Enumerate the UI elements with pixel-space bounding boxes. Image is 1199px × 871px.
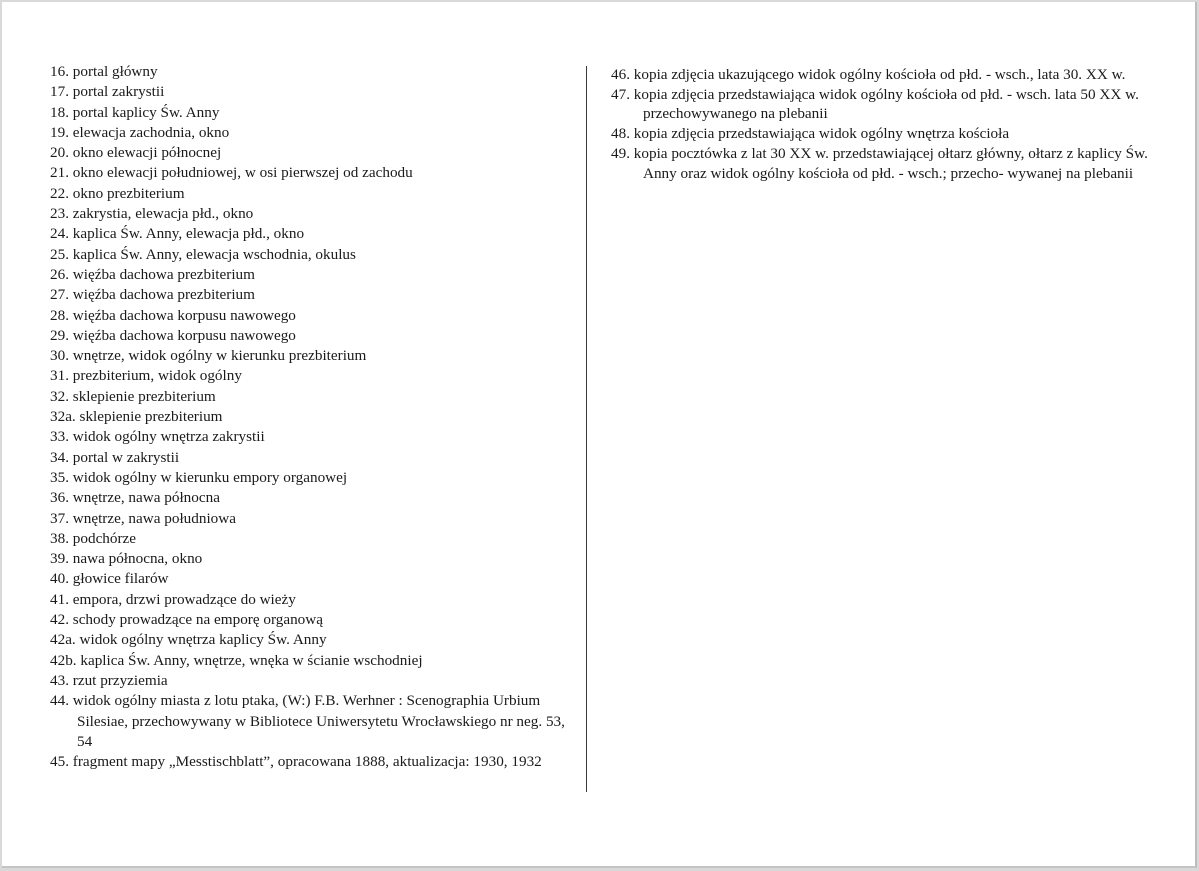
list-item-text: okno elewacji północnej — [72, 144, 222, 162]
list-item-number: 39. — [50, 550, 69, 568]
list-item-number: 28. — [50, 306, 69, 324]
list-item — [50, 488, 580, 508]
list-item-text: wnętrze, nawa północna — [72, 489, 220, 507]
list-item-text: sklepienie prezbiterium — [72, 387, 216, 405]
list-item — [50, 691, 580, 752]
list-item — [50, 387, 580, 407]
list-item-text: prezbiterium, widok ogólny — [72, 367, 242, 385]
list-item — [50, 651, 580, 671]
list-item-number: 33. — [50, 428, 69, 446]
list-item — [50, 468, 580, 488]
list-item-number: 25. — [50, 245, 69, 263]
list-item — [50, 366, 580, 386]
column-divider — [586, 66, 587, 792]
list-item — [50, 62, 580, 82]
list-item-number: 24. — [50, 225, 69, 243]
list-item-number: 42a. — [50, 631, 76, 649]
list-item-number: 46. — [611, 66, 630, 83]
list-item-text: widok ogólny wnętrza kaplicy Św. Anny — [79, 631, 327, 649]
list-item-text: schody prowadzące na emporę organową — [72, 611, 323, 629]
list-item — [50, 509, 580, 529]
list-item — [50, 407, 580, 427]
list-item-text: widok ogólny w kierunku empory organowej — [72, 468, 348, 486]
list-item — [611, 124, 1151, 144]
list-item — [50, 123, 580, 143]
list-item-text: okno prezbiterium — [72, 184, 185, 202]
list-item-text: więźba dachowa korpusu nawowego — [72, 306, 296, 324]
list-item — [50, 163, 580, 183]
list-item-text: elewacja zachodnia, okno — [72, 123, 230, 141]
list-item-number: 16. — [50, 63, 69, 80]
list-item-number: 43. — [50, 671, 69, 689]
list-item-number: 29. — [50, 326, 69, 344]
list-item-number: 45. — [50, 753, 69, 771]
list-item-text: kopia zdjęcia przedstawiająca widok ogólny kościoła od płd. - wsch. lata 50 XX w. przechowywanego na plebanii — [633, 85, 1139, 123]
list-item — [50, 204, 580, 224]
list-item-number: 40. — [50, 570, 69, 588]
list-item-text: widok ogólny wnętrza zakrystii — [72, 428, 265, 446]
list-item-text: portal zakrystii — [72, 83, 165, 101]
list-item-text: kopia pocztówka z lat 30 XX w. przedstawiającej ołtarz główny, ołtarz z kaplicy Św. Anny oraz widok ogólny kościoła od płd. - wsch.; przecho- wywanej na plebanii — [633, 144, 1148, 182]
list-item — [50, 752, 580, 772]
list-item — [50, 590, 580, 610]
list-item-text: głowice filarów — [72, 570, 169, 588]
list-item — [50, 529, 580, 549]
list-item — [50, 610, 580, 630]
list-item-number: 22. — [50, 184, 69, 202]
list-item — [50, 82, 580, 102]
list-item-number: 49. — [611, 144, 630, 162]
list-item-number: 42b. — [50, 651, 77, 669]
list-item-number: 31. — [50, 367, 69, 385]
list-item — [50, 326, 580, 346]
list-item-text: kaplica Św. Anny, elewacja wschodnia, okulus — [72, 245, 356, 263]
list-item-text: fragment mapy „Messtischblatt”, opracowana 1888, aktualizacja: 1930, 1932 — [72, 753, 542, 771]
left-column-list — [50, 62, 580, 772]
list-item — [50, 245, 580, 265]
list-item — [50, 549, 580, 569]
list-item-number: 17. — [50, 83, 69, 101]
list-item-number: 37. — [50, 509, 69, 527]
list-item — [50, 143, 580, 163]
list-item-text: zakrystia, elewacja płd., okno — [72, 205, 254, 223]
list-item-number: 38. — [50, 529, 69, 547]
document-page — [2, 2, 1197, 868]
list-item-text: widok ogólny miasta z lotu ptaka, (W:) F.B. Werhner : Scenographia Urbium Silesiae, przechowywany w Bibliotece Uniwersytetu Wrocławskiego nr neg. 53, 54 — [72, 692, 565, 750]
list-item — [50, 184, 580, 204]
list-item — [50, 265, 580, 285]
list-item-number: 41. — [50, 590, 69, 608]
list-item — [50, 448, 580, 468]
list-item-text: kaplica Św. Anny, elewacja płd., okno — [72, 225, 305, 243]
list-item — [611, 65, 1151, 85]
list-item-text: empora, drzwi prowadzące do wieży — [72, 590, 296, 608]
list-item-number: 44. — [50, 692, 69, 710]
list-item — [50, 671, 580, 691]
list-item-number: 32. — [50, 387, 69, 405]
list-item-number: 27. — [50, 286, 69, 304]
list-item-number: 21. — [50, 164, 69, 182]
list-item-text: kaplica Św. Anny, wnętrze, wnęka w ścianie wschodniej — [80, 651, 423, 669]
list-item-text: więźba dachowa korpusu nawowego — [72, 326, 296, 344]
list-item-text: portal główny — [72, 63, 158, 80]
list-item-number: 32a. — [50, 408, 76, 426]
list-item — [50, 630, 580, 650]
list-item-number: 34. — [50, 448, 69, 466]
list-item-number: 26. — [50, 265, 69, 283]
list-item-text: portal w zakrystii — [72, 448, 180, 466]
list-item — [50, 427, 580, 447]
list-item-text: wnętrze, widok ogólny w kierunku prezbiterium — [72, 347, 367, 365]
list-item-text: nawa północna, okno — [72, 550, 203, 568]
list-item-number: 48. — [611, 125, 630, 143]
list-item-number: 47. — [611, 85, 630, 103]
list-item-number: 18. — [50, 103, 69, 121]
list-item-number: 35. — [50, 468, 69, 486]
list-item-text: portal kaplicy Św. Anny — [72, 103, 220, 121]
list-item — [50, 103, 580, 123]
list-item-number: 19. — [50, 123, 69, 141]
list-item-text: rzut przyziemia — [72, 671, 168, 689]
list-item-text: więźba dachowa prezbiterium — [72, 265, 255, 283]
list-item — [50, 224, 580, 244]
list-item-text: kopia zdjęcia ukazującego widok ogólny kościoła od płd. - wsch., lata 30. XX w. — [633, 66, 1126, 83]
list-item-text: podchórze — [72, 529, 137, 547]
list-item-number: 20. — [50, 144, 69, 162]
list-item — [50, 569, 580, 589]
list-item — [50, 346, 580, 366]
list-item-number: 23. — [50, 205, 69, 223]
list-item-text: kopia zdjęcia przedstawiająca widok ogólny wnętrza kościoła — [633, 125, 1010, 143]
list-item-number: 36. — [50, 489, 69, 507]
list-item-text: więźba dachowa prezbiterium — [72, 286, 255, 304]
list-item-text: wnętrze, nawa południowa — [72, 509, 236, 527]
list-item — [611, 144, 1151, 183]
list-item — [50, 306, 580, 326]
list-item-text: okno elewacji południowej, w osi pierwszej od zachodu — [72, 164, 413, 182]
list-item-number: 30. — [50, 347, 69, 365]
list-item-text: sklepienie prezbiterium — [79, 408, 223, 426]
list-item — [50, 285, 580, 305]
list-item — [611, 85, 1151, 124]
list-item-number: 42. — [50, 611, 69, 629]
right-column-list — [611, 65, 1151, 183]
